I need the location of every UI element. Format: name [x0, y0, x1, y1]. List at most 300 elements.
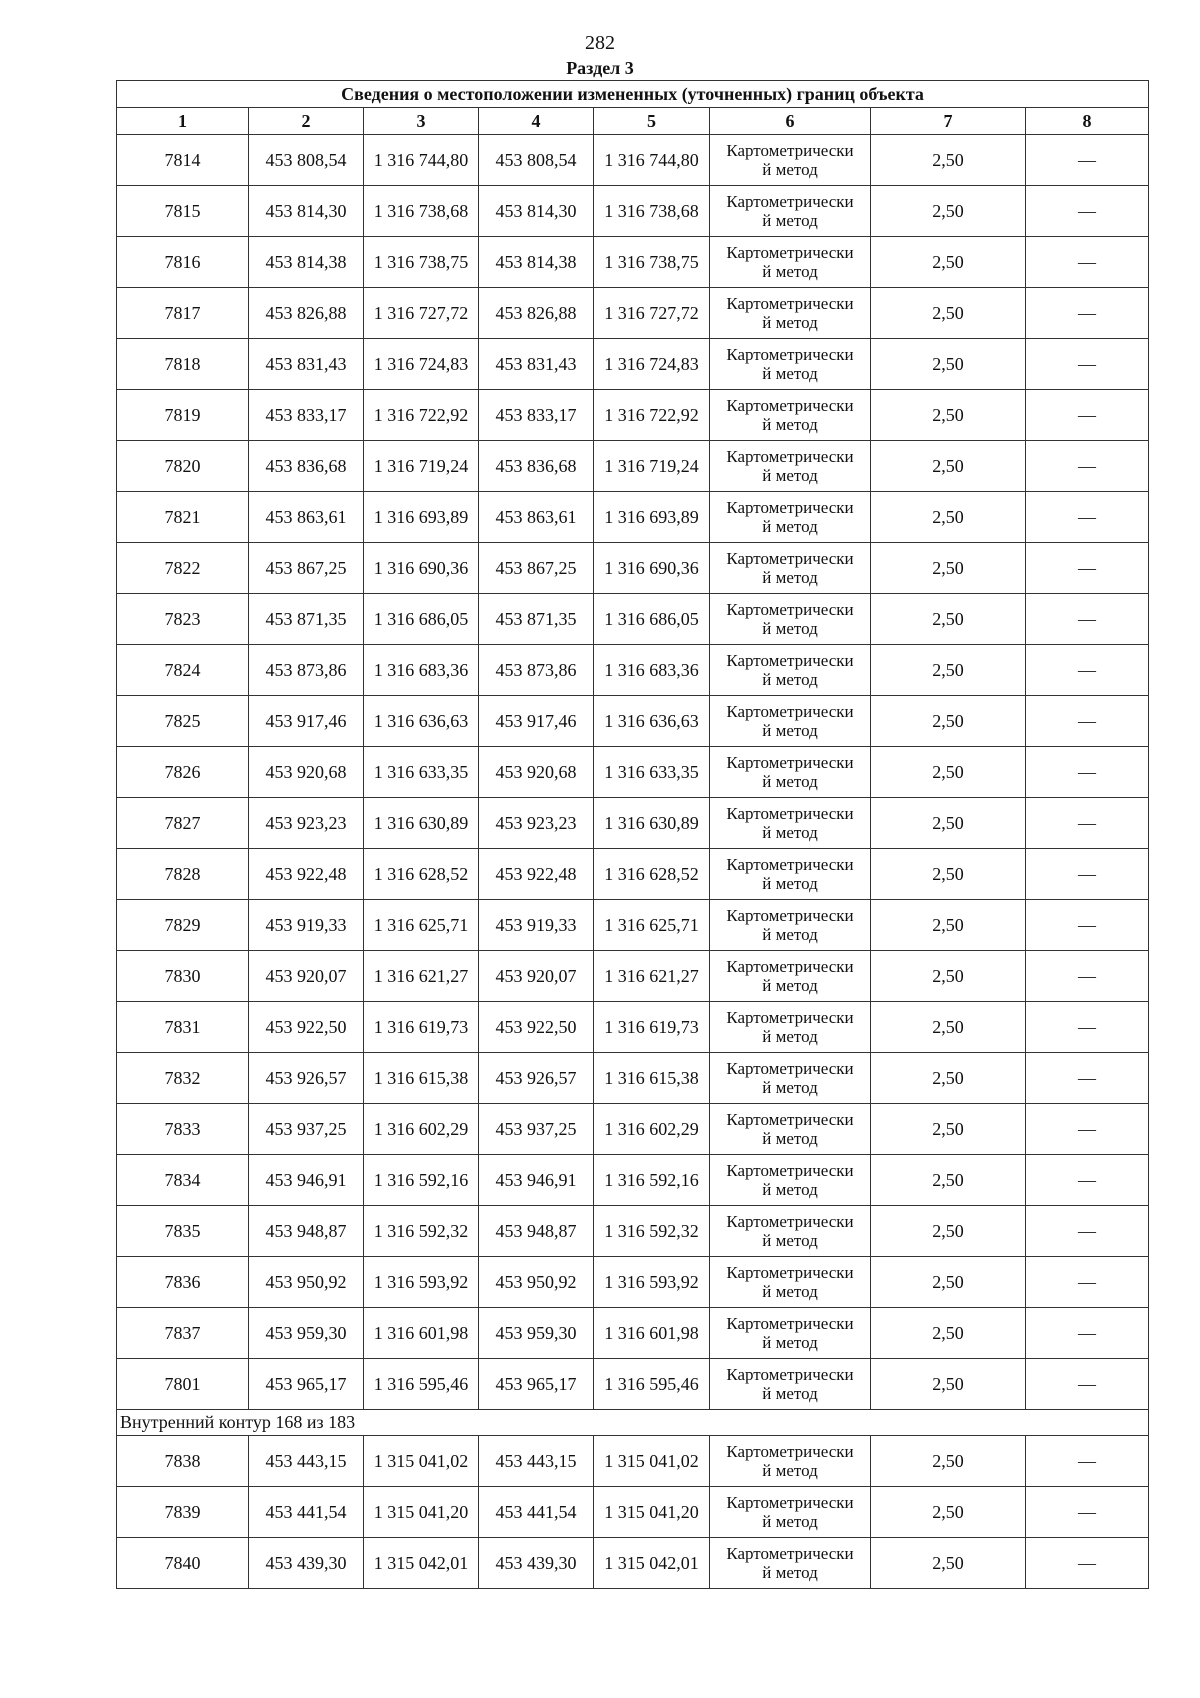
point-number-cell: 7821 — [117, 492, 249, 543]
x-new-cell: 453 922,48 — [479, 849, 594, 900]
y-old-cell: 1 316 602,29 — [364, 1104, 479, 1155]
point-number-cell: 7836 — [117, 1257, 249, 1308]
point-number-cell: 7840 — [117, 1538, 249, 1589]
y-old-cell: 1 316 592,16 — [364, 1155, 479, 1206]
x-new-cell: 453 873,86 — [479, 645, 594, 696]
point-number-cell: 7835 — [117, 1206, 249, 1257]
description-cell: — — [1026, 1002, 1149, 1053]
y-new-cell: 1 316 683,36 — [594, 645, 710, 696]
x-new-cell: 453 919,33 — [479, 900, 594, 951]
y-new-cell: 1 315 041,20 — [594, 1487, 710, 1538]
y-old-cell: 1 316 724,83 — [364, 339, 479, 390]
method-line-1: Картометрически — [726, 1263, 854, 1282]
accuracy-cell: 2,50 — [871, 492, 1026, 543]
section-title: Раздел 3 — [566, 58, 634, 78]
accuracy-cell: 2,50 — [871, 1002, 1026, 1053]
accuracy-cell: 2,50 — [871, 1538, 1026, 1589]
method-cell — [710, 1538, 871, 1589]
y-old-cell: 1 316 625,71 — [364, 900, 479, 951]
point-number-cell: 7838 — [117, 1436, 249, 1487]
table-row — [117, 1487, 1149, 1538]
x-new-cell: 453 948,87 — [479, 1206, 594, 1257]
description-cell: — — [1026, 1155, 1149, 1206]
x-old-cell: 453 867,25 — [249, 543, 364, 594]
method-cell — [710, 1002, 871, 1053]
table-row — [117, 1538, 1149, 1589]
method-cell — [710, 543, 871, 594]
method-cell — [710, 1206, 871, 1257]
x-new-cell: 453 831,43 — [479, 339, 594, 390]
point-number-cell: 7827 — [117, 798, 249, 849]
x-old-cell: 453 831,43 — [249, 339, 364, 390]
description-cell: — — [1026, 696, 1149, 747]
method-line-2: й метод — [762, 976, 818, 995]
accuracy-cell: 2,50 — [871, 1104, 1026, 1155]
point-number-cell: 7834 — [117, 1155, 249, 1206]
method-line-1: Картометрически — [726, 549, 854, 568]
method-line-1: Картометрически — [726, 1212, 854, 1231]
accuracy-cell: 2,50 — [871, 237, 1026, 288]
y-new-cell: 1 316 719,24 — [594, 441, 710, 492]
method-line-1: Картометрически — [726, 753, 854, 772]
table-row — [117, 135, 1149, 186]
method-line-2: й метод — [762, 1231, 818, 1250]
method-line-1: Картометрически — [726, 294, 854, 313]
y-new-cell: 1 316 693,89 — [594, 492, 710, 543]
description-cell: — — [1026, 135, 1149, 186]
y-new-cell: 1 316 592,32 — [594, 1206, 710, 1257]
y-old-cell: 1 316 593,92 — [364, 1257, 479, 1308]
x-old-cell: 453 917,46 — [249, 696, 364, 747]
method-line-1: Картометрически — [726, 1365, 854, 1384]
description-cell: — — [1026, 1436, 1149, 1487]
y-new-cell: 1 316 722,92 — [594, 390, 710, 441]
method-cell — [710, 1155, 871, 1206]
method-line-2: й метод — [762, 1180, 818, 1199]
method-cell — [710, 594, 871, 645]
method-line-1: Картометрически — [726, 855, 854, 874]
table-row — [117, 543, 1149, 594]
x-new-cell: 453 920,68 — [479, 747, 594, 798]
description-cell: — — [1026, 237, 1149, 288]
method-line-2: й метод — [762, 874, 818, 893]
y-new-cell: 1 316 601,98 — [594, 1308, 710, 1359]
method-line-2: й метод — [762, 1512, 818, 1531]
method-line-2: й метод — [762, 1027, 818, 1046]
table-row — [117, 696, 1149, 747]
x-new-cell: 453 439,30 — [479, 1538, 594, 1589]
point-number-cell: 7833 — [117, 1104, 249, 1155]
x-old-cell: 453 833,17 — [249, 390, 364, 441]
x-new-cell: 453 443,15 — [479, 1436, 594, 1487]
method-cell — [710, 645, 871, 696]
table-row — [117, 1002, 1149, 1053]
method-line-1: Картометрически — [726, 957, 854, 976]
accuracy-cell: 2,50 — [871, 849, 1026, 900]
method-line-2: й метод — [762, 772, 818, 791]
method-cell — [710, 798, 871, 849]
x-old-cell: 453 922,50 — [249, 1002, 364, 1053]
method-cell — [710, 441, 871, 492]
contour-subheader-row — [117, 1410, 1149, 1436]
x-old-cell: 453 439,30 — [249, 1538, 364, 1589]
y-old-cell: 1 316 595,46 — [364, 1359, 479, 1410]
description-cell: — — [1026, 1359, 1149, 1410]
column-number-header: 4 — [479, 108, 594, 135]
x-new-cell: 453 922,50 — [479, 1002, 594, 1053]
table-row — [117, 492, 1149, 543]
point-number-cell: 7824 — [117, 645, 249, 696]
method-line-1: Картометрически — [726, 906, 854, 925]
table-row — [117, 594, 1149, 645]
y-new-cell: 1 316 690,36 — [594, 543, 710, 594]
column-number-header: 6 — [710, 108, 871, 135]
accuracy-cell: 2,50 — [871, 390, 1026, 441]
table-body — [117, 135, 1149, 1589]
method-line-2: й метод — [762, 415, 818, 434]
accuracy-cell: 2,50 — [871, 747, 1026, 798]
accuracy-cell: 2,50 — [871, 951, 1026, 1002]
y-old-cell: 1 316 683,36 — [364, 645, 479, 696]
accuracy-cell: 2,50 — [871, 1436, 1026, 1487]
y-old-cell: 1 315 041,20 — [364, 1487, 479, 1538]
y-old-cell: 1 315 041,02 — [364, 1436, 479, 1487]
description-cell: — — [1026, 543, 1149, 594]
x-old-cell: 453 441,54 — [249, 1487, 364, 1538]
method-cell — [710, 696, 871, 747]
x-old-cell: 453 873,86 — [249, 645, 364, 696]
accuracy-cell: 2,50 — [871, 441, 1026, 492]
point-number-cell: 7831 — [117, 1002, 249, 1053]
description-cell: — — [1026, 1308, 1149, 1359]
y-old-cell: 1 316 630,89 — [364, 798, 479, 849]
method-line-1: Картометрически — [726, 804, 854, 823]
x-old-cell: 453 871,35 — [249, 594, 364, 645]
point-number-cell: 7825 — [117, 696, 249, 747]
x-old-cell: 453 923,23 — [249, 798, 364, 849]
y-new-cell: 1 316 738,75 — [594, 237, 710, 288]
table-row — [117, 1436, 1149, 1487]
description-cell: — — [1026, 492, 1149, 543]
x-new-cell: 453 917,46 — [479, 696, 594, 747]
column-number-header: 2 — [249, 108, 364, 135]
point-number-cell: 7801 — [117, 1359, 249, 1410]
description-cell: — — [1026, 1538, 1149, 1589]
method-line-1: Картометрически — [726, 1110, 854, 1129]
method-cell — [710, 1487, 871, 1538]
accuracy-cell: 2,50 — [871, 1257, 1026, 1308]
description-cell: — — [1026, 1104, 1149, 1155]
method-line-2: й метод — [762, 517, 818, 536]
method-line-2: й метод — [762, 823, 818, 842]
accuracy-cell: 2,50 — [871, 543, 1026, 594]
x-new-cell: 453 926,57 — [479, 1053, 594, 1104]
table-row — [117, 288, 1149, 339]
method-line-1: Картометрически — [726, 1161, 854, 1180]
page-number: 282 — [585, 32, 615, 54]
table-row — [117, 237, 1149, 288]
method-line-1: Картометрически — [726, 651, 854, 670]
point-number-cell: 7839 — [117, 1487, 249, 1538]
y-old-cell: 1 316 719,24 — [364, 441, 479, 492]
method-line-2: й метод — [762, 670, 818, 689]
method-line-1: Картометрически — [726, 702, 854, 721]
method-line-1: Картометрически — [726, 345, 854, 364]
method-line-2: й метод — [762, 1384, 818, 1403]
x-old-cell: 453 922,48 — [249, 849, 364, 900]
accuracy-cell: 2,50 — [871, 696, 1026, 747]
x-old-cell: 453 965,17 — [249, 1359, 364, 1410]
method-cell — [710, 900, 871, 951]
method-line-1: Картометрически — [726, 447, 854, 466]
point-number-cell: 7820 — [117, 441, 249, 492]
x-old-cell: 453 919,33 — [249, 900, 364, 951]
x-new-cell: 453 920,07 — [479, 951, 594, 1002]
accuracy-cell: 2,50 — [871, 1487, 1026, 1538]
method-line-2: й метод — [762, 1129, 818, 1148]
y-new-cell: 1 316 615,38 — [594, 1053, 710, 1104]
method-line-2: й метод — [762, 313, 818, 332]
y-old-cell: 1 316 619,73 — [364, 1002, 479, 1053]
y-new-cell: 1 316 602,29 — [594, 1104, 710, 1155]
column-number-row — [117, 108, 1149, 135]
y-new-cell: 1 316 744,80 — [594, 135, 710, 186]
x-new-cell: 453 441,54 — [479, 1487, 594, 1538]
x-old-cell: 453 948,87 — [249, 1206, 364, 1257]
x-new-cell: 453 814,30 — [479, 186, 594, 237]
table-row — [117, 1104, 1149, 1155]
method-cell — [710, 1104, 871, 1155]
x-old-cell: 453 920,68 — [249, 747, 364, 798]
x-old-cell: 453 826,88 — [249, 288, 364, 339]
point-number-cell: 7832 — [117, 1053, 249, 1104]
x-new-cell: 453 871,35 — [479, 594, 594, 645]
y-new-cell: 1 316 619,73 — [594, 1002, 710, 1053]
x-new-cell: 453 826,88 — [479, 288, 594, 339]
point-number-cell: 7823 — [117, 594, 249, 645]
description-cell: — — [1026, 900, 1149, 951]
method-cell — [710, 1308, 871, 1359]
table-row — [117, 1257, 1149, 1308]
x-old-cell: 453 814,38 — [249, 237, 364, 288]
accuracy-cell: 2,50 — [871, 1053, 1026, 1104]
method-line-1: Картометрически — [726, 192, 854, 211]
method-line-1: Картометрически — [726, 498, 854, 517]
y-new-cell: 1 316 628,52 — [594, 849, 710, 900]
description-cell: — — [1026, 186, 1149, 237]
method-line-1: Картометрически — [726, 1008, 854, 1027]
method-line-1: Картометрически — [726, 243, 854, 262]
method-cell — [710, 288, 871, 339]
description-cell: — — [1026, 798, 1149, 849]
x-old-cell: 453 863,61 — [249, 492, 364, 543]
table-row — [117, 1359, 1149, 1410]
y-old-cell: 1 315 042,01 — [364, 1538, 479, 1589]
accuracy-cell: 2,50 — [871, 798, 1026, 849]
method-line-2: й метод — [762, 1333, 818, 1352]
accuracy-cell: 2,50 — [871, 135, 1026, 186]
description-cell: — — [1026, 594, 1149, 645]
table-row — [117, 849, 1149, 900]
method-line-2: й метод — [762, 160, 818, 179]
method-line-2: й метод — [762, 721, 818, 740]
table-caption: Сведения о местоположении измененных (уточненных) границ объекта — [117, 81, 1149, 108]
method-line-2: й метод — [762, 1461, 818, 1480]
point-number-cell: 7828 — [117, 849, 249, 900]
accuracy-cell: 2,50 — [871, 1155, 1026, 1206]
contour-subheader: Внутренний контур 168 из 183 — [117, 1410, 1149, 1436]
method-line-2: й метод — [762, 1282, 818, 1301]
y-old-cell: 1 316 628,52 — [364, 849, 479, 900]
method-line-2: й метод — [762, 466, 818, 485]
x-new-cell: 453 923,23 — [479, 798, 594, 849]
point-number-cell: 7830 — [117, 951, 249, 1002]
y-new-cell: 1 316 592,16 — [594, 1155, 710, 1206]
description-cell: — — [1026, 1257, 1149, 1308]
point-number-cell: 7819 — [117, 390, 249, 441]
method-line-1: Картометрически — [726, 1442, 854, 1461]
point-number-cell: 7814 — [117, 135, 249, 186]
y-new-cell: 1 316 633,35 — [594, 747, 710, 798]
table-row — [117, 441, 1149, 492]
description-cell: — — [1026, 645, 1149, 696]
method-line-2: й метод — [762, 1078, 818, 1097]
table-row — [117, 186, 1149, 237]
column-number-header: 7 — [871, 108, 1026, 135]
x-new-cell: 453 937,25 — [479, 1104, 594, 1155]
description-cell: — — [1026, 1206, 1149, 1257]
table-row — [117, 339, 1149, 390]
description-cell: — — [1026, 1053, 1149, 1104]
method-line-2: й метод — [762, 568, 818, 587]
description-cell: — — [1026, 747, 1149, 798]
method-cell — [710, 237, 871, 288]
method-line-2: й метод — [762, 364, 818, 383]
method-cell — [710, 951, 871, 1002]
y-old-cell: 1 316 738,75 — [364, 237, 479, 288]
table-row — [117, 747, 1149, 798]
method-line-1: Картометрически — [726, 1493, 854, 1512]
method-cell — [710, 849, 871, 900]
table-row — [117, 390, 1149, 441]
boundary-coordinates-table — [116, 80, 1149, 1589]
y-old-cell: 1 316 601,98 — [364, 1308, 479, 1359]
x-new-cell: 453 833,17 — [479, 390, 594, 441]
method-cell — [710, 186, 871, 237]
table-row — [117, 798, 1149, 849]
x-old-cell: 453 836,68 — [249, 441, 364, 492]
y-old-cell: 1 316 633,35 — [364, 747, 479, 798]
y-old-cell: 1 316 592,32 — [364, 1206, 479, 1257]
y-new-cell: 1 316 621,27 — [594, 951, 710, 1002]
y-old-cell: 1 316 738,68 — [364, 186, 479, 237]
point-number-cell: 7837 — [117, 1308, 249, 1359]
y-new-cell: 1 316 636,63 — [594, 696, 710, 747]
y-old-cell: 1 316 636,63 — [364, 696, 479, 747]
method-cell — [710, 339, 871, 390]
x-old-cell: 453 443,15 — [249, 1436, 364, 1487]
table-row — [117, 1308, 1149, 1359]
x-old-cell: 453 920,07 — [249, 951, 364, 1002]
x-new-cell: 453 836,68 — [479, 441, 594, 492]
table-row — [117, 645, 1149, 696]
y-new-cell: 1 316 595,46 — [594, 1359, 710, 1410]
method-cell — [710, 1053, 871, 1104]
x-new-cell: 453 863,61 — [479, 492, 594, 543]
column-number-header: 8 — [1026, 108, 1149, 135]
description-cell: — — [1026, 288, 1149, 339]
method-line-2: й метод — [762, 619, 818, 638]
x-new-cell: 453 959,30 — [479, 1308, 594, 1359]
y-new-cell: 1 316 625,71 — [594, 900, 710, 951]
x-new-cell: 453 965,17 — [479, 1359, 594, 1410]
y-new-cell: 1 315 042,01 — [594, 1538, 710, 1589]
description-cell: — — [1026, 441, 1149, 492]
method-cell — [710, 135, 871, 186]
method-line-2: й метод — [762, 262, 818, 281]
y-old-cell: 1 316 615,38 — [364, 1053, 479, 1104]
method-cell — [710, 1359, 871, 1410]
y-new-cell: 1 316 630,89 — [594, 798, 710, 849]
y-old-cell: 1 316 690,36 — [364, 543, 479, 594]
y-old-cell: 1 316 621,27 — [364, 951, 479, 1002]
method-line-1: Картометрически — [726, 1314, 854, 1333]
accuracy-cell: 2,50 — [871, 645, 1026, 696]
column-number-header: 5 — [594, 108, 710, 135]
accuracy-cell: 2,50 — [871, 1308, 1026, 1359]
method-line-2: й метод — [762, 925, 818, 944]
method-cell — [710, 1257, 871, 1308]
x-old-cell: 453 959,30 — [249, 1308, 364, 1359]
method-line-2: й метод — [762, 211, 818, 230]
accuracy-cell: 2,50 — [871, 186, 1026, 237]
accuracy-cell: 2,50 — [871, 900, 1026, 951]
method-line-2: й метод — [762, 1563, 818, 1582]
y-old-cell: 1 316 744,80 — [364, 135, 479, 186]
y-new-cell: 1 316 593,92 — [594, 1257, 710, 1308]
x-new-cell: 453 950,92 — [479, 1257, 594, 1308]
y-old-cell: 1 316 686,05 — [364, 594, 479, 645]
table-row — [117, 900, 1149, 951]
description-cell: — — [1026, 1487, 1149, 1538]
x-old-cell: 453 808,54 — [249, 135, 364, 186]
method-line-1: Картометрически — [726, 600, 854, 619]
x-old-cell: 453 926,57 — [249, 1053, 364, 1104]
x-new-cell: 453 946,91 — [479, 1155, 594, 1206]
y-old-cell: 1 316 722,92 — [364, 390, 479, 441]
accuracy-cell: 2,50 — [871, 1359, 1026, 1410]
method-line-1: Картометрически — [726, 1059, 854, 1078]
x-old-cell: 453 937,25 — [249, 1104, 364, 1155]
description-cell: — — [1026, 339, 1149, 390]
method-cell — [710, 1436, 871, 1487]
method-cell — [710, 390, 871, 441]
point-number-cell: 7815 — [117, 186, 249, 237]
description-cell: — — [1026, 951, 1149, 1002]
description-cell: — — [1026, 849, 1149, 900]
accuracy-cell: 2,50 — [871, 288, 1026, 339]
x-old-cell: 453 950,92 — [249, 1257, 364, 1308]
point-number-cell: 7816 — [117, 237, 249, 288]
table-row — [117, 1155, 1149, 1206]
point-number-cell: 7826 — [117, 747, 249, 798]
method-cell — [710, 492, 871, 543]
y-new-cell: 1 316 686,05 — [594, 594, 710, 645]
y-new-cell: 1 316 727,72 — [594, 288, 710, 339]
table-row — [117, 1206, 1149, 1257]
method-line-1: Картометрически — [726, 396, 854, 415]
point-number-cell: 7829 — [117, 900, 249, 951]
